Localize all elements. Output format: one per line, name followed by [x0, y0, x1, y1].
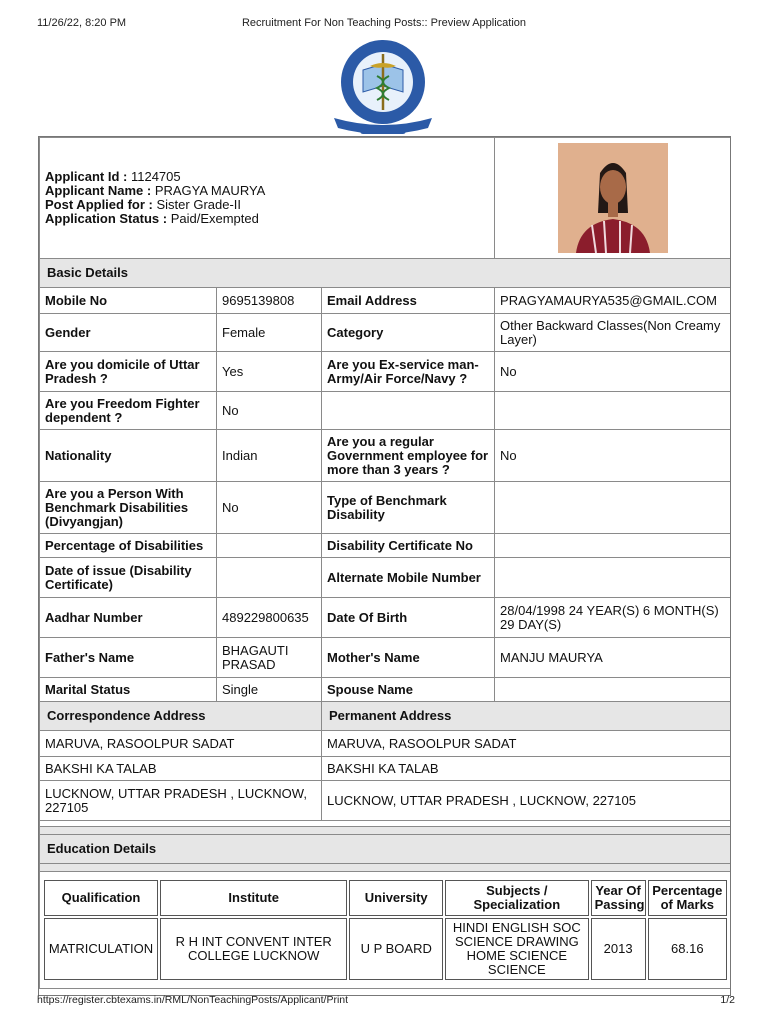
application-preview	[38, 136, 731, 996]
category-value: Other Backward Classes(Non Creamy Layer)	[495, 314, 731, 352]
nationality-value: Indian	[217, 430, 322, 482]
nationality-label: Nationality	[40, 430, 217, 482]
gender-label: Gender	[40, 314, 217, 352]
marital-status-label: Marital Status	[40, 678, 217, 702]
application-table	[39, 137, 731, 989]
permanent-address-line3: LUCKNOW, UTTAR PRADESH , LUCKNOW, 227105	[322, 781, 732, 821]
university-cell: U P BOARD	[349, 918, 443, 980]
applicant-id-label: Applicant Id :	[45, 169, 128, 184]
print-footer-url: https://register.cbtexams.in/RML/NonTeachingPosts/Applicant/Print	[37, 994, 349, 1006]
correspondence-address-line3: LUCKNOW, UTTAR PRADESH , LUCKNOW, 227105	[40, 781, 322, 821]
print-datetime: 11/26/22, 8:20 PM	[37, 17, 127, 29]
category-label: Category	[322, 314, 495, 352]
empty-cell	[322, 392, 495, 430]
freedom-fighter-label: Are you Freedom Fighter dependent ?	[40, 392, 217, 430]
ex-service-label: Are you Ex-service man-Army/Air Force/Navy ?	[322, 352, 495, 392]
disability-percentage-label: Percentage of Disabilities	[40, 534, 217, 558]
disability-certificate-label: Disability Certificate No	[322, 534, 495, 558]
application-status: Paid/Exempted	[170, 211, 259, 226]
permanent-address-line1: MARUVA, RASOOLPUR SADAT	[322, 731, 732, 757]
dob-label: Date Of Birth	[322, 598, 495, 638]
education-header-row	[44, 880, 727, 916]
disability-type-value	[495, 482, 731, 534]
correspondence-address-line2: BAKSHI KA TALAB	[40, 757, 322, 781]
institute-emblem-icon	[324, 36, 442, 138]
correspondence-address-heading: Correspondence Address	[40, 702, 322, 731]
domicile-label: Are you domicile of Uttar Pradesh ?	[40, 352, 217, 392]
education-table-cell	[40, 872, 732, 989]
subjects-cell: HINDI ENGLISH SOC SCIENCE DRAWING HOME SCIENCE SCIENCE	[445, 918, 589, 980]
percentage-cell: 68.16	[648, 918, 727, 980]
mother-name-value: MANJU MAURYA	[495, 638, 731, 678]
col-year-of-passing: Year Of Passing	[591, 880, 646, 916]
applicant-name-label: Applicant Name :	[45, 183, 152, 198]
applicant-name: PRAGYA MAURYA	[154, 183, 266, 198]
section-divider	[40, 864, 732, 872]
mother-name-label: Mother's Name	[322, 638, 495, 678]
dob-value: 28/04/1998 24 YEAR(S) 6 MONTH(S) 29 DAY(S)	[495, 598, 731, 638]
spouse-name-label: Spouse Name	[322, 678, 495, 702]
disability-type-label: Type of Benchmark Disability	[322, 482, 495, 534]
post-applied-label: Post Applied for :	[45, 197, 153, 212]
pwd-label: Are you a Person With Benchmark Disabilities (Divyangjan)	[40, 482, 217, 534]
pwd-value: No	[217, 482, 322, 534]
disability-issue-date-value	[217, 558, 322, 598]
disability-issue-date-label: Date of issue (Disability Certificate)	[40, 558, 217, 598]
marital-status-value: Single	[217, 678, 322, 702]
photo-cell	[495, 138, 731, 259]
domicile-value: Yes	[217, 352, 322, 392]
disability-percentage-value	[217, 534, 322, 558]
col-university: University	[349, 880, 443, 916]
permanent-address-line2: BAKSHI KA TALAB	[322, 757, 732, 781]
education-details-heading: Education Details	[40, 835, 732, 864]
year-cell: 2013	[591, 918, 646, 980]
empty-cell	[495, 392, 731, 430]
col-subjects: Subjects / Specialization	[445, 880, 589, 916]
section-divider	[40, 827, 732, 835]
email-label: Email Address	[322, 288, 495, 314]
spouse-name-value	[495, 678, 731, 702]
col-institute: Institute	[160, 880, 347, 916]
father-name-value: BHAGAUTI PRASAD	[217, 638, 322, 678]
ex-service-value: No	[495, 352, 731, 392]
govt-employee-label: Are you a regular Government employee for more than 3 years ?	[322, 430, 495, 482]
institute-cell: R H INT CONVENT INTER COLLEGE LUCKNOW	[160, 918, 347, 980]
mobile-value: 9695139808	[217, 288, 322, 314]
govt-employee-value: No	[495, 430, 731, 482]
post-applied: Sister Grade-II	[156, 197, 242, 212]
email-value: PRAGYAMAURYA535@GMAIL.COM	[495, 288, 731, 314]
print-page-title: Recruitment For Non Teaching Posts:: Preview Application	[241, 17, 527, 29]
disability-certificate-value	[495, 534, 731, 558]
applicant-photo	[558, 143, 668, 253]
print-page-number: 1/2	[720, 994, 735, 1006]
mobile-label: Mobile No	[40, 288, 217, 314]
permanent-address-heading: Permanent Address	[322, 702, 732, 731]
applicant-id: 1124705	[130, 169, 181, 184]
col-qualification: Qualification	[44, 880, 158, 916]
aadhar-value: 489229800635	[217, 598, 322, 638]
application-status-label: Application Status :	[45, 211, 168, 226]
col-percentage: Percentage of Marks	[648, 880, 727, 916]
applicant-summary	[40, 138, 495, 259]
correspondence-address-line1: MARUVA, RASOOLPUR SADAT	[40, 731, 322, 757]
qualification-cell: MATRICULATION	[44, 918, 158, 980]
education-table	[42, 878, 729, 982]
aadhar-label: Aadhar Number	[40, 598, 217, 638]
table-row	[44, 918, 727, 980]
basic-details-heading: Basic Details	[40, 259, 732, 288]
father-name-label: Father's Name	[40, 638, 217, 678]
freedom-fighter-value: No	[217, 392, 322, 430]
gender-value: Female	[217, 314, 322, 352]
alternate-mobile-label: Alternate Mobile Number	[322, 558, 495, 598]
alternate-mobile-value	[495, 558, 731, 598]
